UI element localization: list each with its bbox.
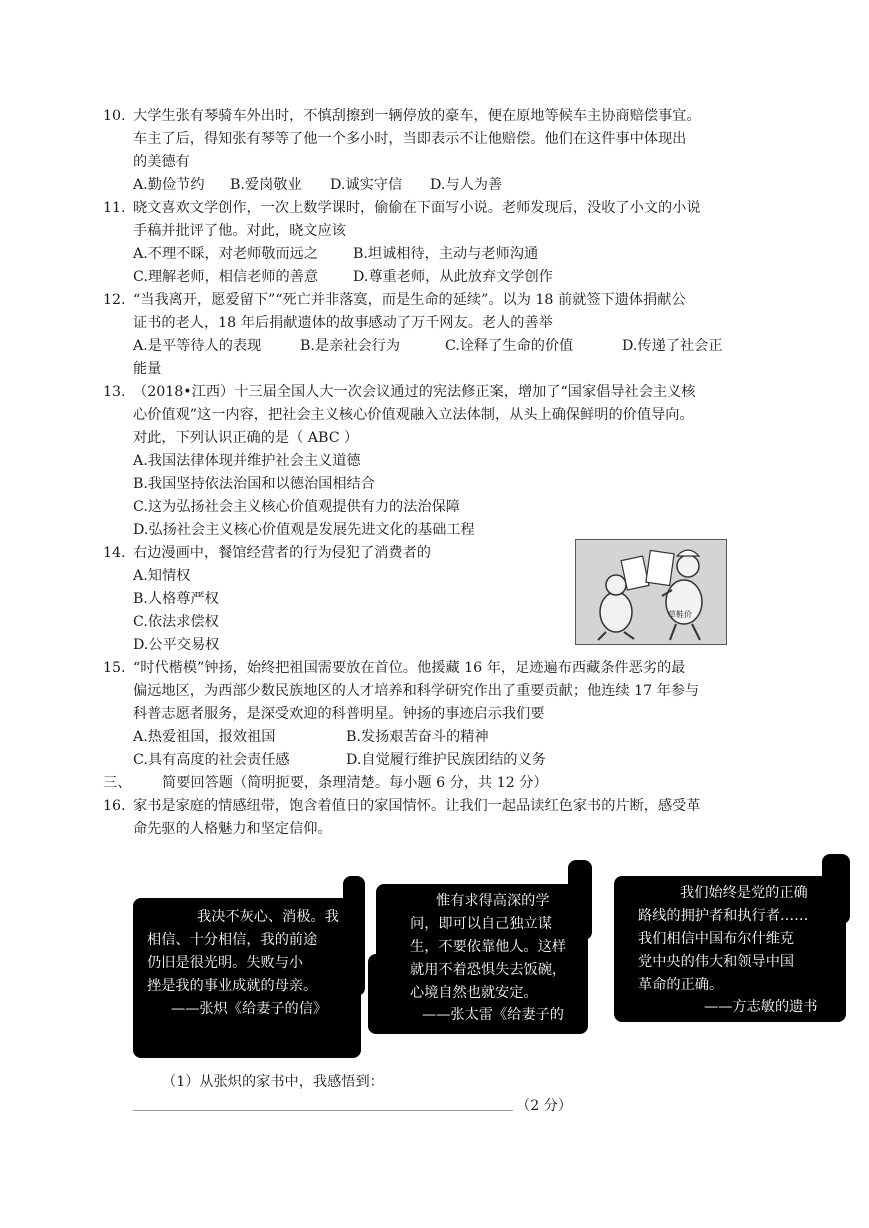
q12-option-b: B.是亲社会行为 bbox=[300, 338, 401, 354]
q13-line-1: （2018•江西）十三届全国人大一次会议通过的宪法修正案，增加了“国家倡导社会主义核 bbox=[133, 384, 696, 400]
q10-option-d: D.与人为善 bbox=[430, 177, 503, 193]
q15-line-2: 偏远地区，为西部少数民族地区的人才培养和科学研究作出了重要贡献；他连续 17 年参与 bbox=[133, 683, 700, 699]
q11-line-1: 晓文喜欢文学创作，一次上数学课时，偷偷在下面写小说。老师发现后，没收了小文的小说 bbox=[133, 200, 701, 216]
letter-2-line-1: 惟有求得高深的学 bbox=[436, 893, 550, 909]
letter-1-line-3: 仍旧是很光明。失败与小 bbox=[147, 955, 304, 971]
letter-1-line-2: 相信、十分相信，我的前途 bbox=[147, 932, 318, 948]
q10-line-2: 车主了后，得知张有琴等了他一个多小时，当即表示不让他赔偿。他们在这件事中体现出 bbox=[133, 131, 687, 147]
q13-line-2: 心价值观”这一内容，把社会主义核心价值观融入立法体制，从头上确保鲜明的价值导向。 bbox=[133, 407, 694, 423]
q15-line-3: 科普志愿者服务，是深受欢迎的科普明星。钟扬的事迹启示我们要 bbox=[133, 706, 545, 722]
q11-number: 11. bbox=[103, 200, 126, 216]
section-title: 简要回答题（简明扼要，条理清楚。每小题 6 分，共 12 分） bbox=[162, 775, 548, 791]
scroll-curl bbox=[822, 854, 850, 924]
letter-1-line-1: 我决不灰心、消极。我 bbox=[197, 909, 339, 925]
q16-number: 16. bbox=[103, 798, 126, 814]
q12-line-2: 证书的老人，18 年后捐献遗体的故事感动了万千网友。老人的善举 bbox=[133, 315, 553, 331]
restaurant-cartoon-image bbox=[575, 539, 727, 645]
cartoon-drawing bbox=[576, 540, 726, 644]
letter-2-line-5: 心境自然也就安定。 bbox=[410, 985, 538, 1001]
letter-3-line-4: 党中央的伟大和领导中国 bbox=[638, 954, 795, 970]
section-number: 三、 bbox=[103, 775, 132, 791]
q16-line-1: 家书是家庭的情感纽带，饱含着值日的家国情怀。让我们一起品读红色家书的片断，感受革 bbox=[133, 798, 701, 814]
q14-option-d: D.公平交易权 bbox=[133, 637, 220, 653]
q13-line-3: 对此，下列认识正确的是（ ABC ） bbox=[133, 430, 359, 446]
scroll-curl bbox=[568, 860, 592, 940]
letter-1-line-4: 挫是我的事业成就的母亲。 bbox=[147, 978, 318, 994]
scroll-curl bbox=[343, 876, 365, 996]
letter-2-line-4: 就用不着恐惧失去饭碗， bbox=[410, 962, 567, 978]
q13-option-c: C.这为弘扬社会主义核心价值观提供有力的法治保障 bbox=[133, 499, 460, 515]
q14-number: 14. bbox=[103, 545, 126, 561]
q16-line-2: 命先驱的人格魅力和坚定信仰。 bbox=[133, 821, 332, 837]
q15-option-c: C.具有高度的社会责任感 bbox=[133, 752, 290, 768]
letter-3-line-1: 我们始终是党的正确 bbox=[680, 885, 808, 901]
q12-option-d-cont: 能量 bbox=[133, 361, 162, 377]
q10-line-1: 大学生张有琴骑车外出时，不慎刮擦到一辆停放的豪车，便在原地等候车主协商赔偿事宜。 bbox=[133, 108, 701, 124]
letter-2-line-3: 生，不要依靠他人。这样 bbox=[410, 939, 567, 955]
q12-option-c: C.诠释了生命的价值 bbox=[445, 338, 574, 354]
q15-option-b: B.发扬艰苦奋斗的精神 bbox=[346, 729, 489, 745]
q15-line-1: “时代楷模”钟扬，始终把祖国需要放在首位。他援藏 16 年，足迹遍布西藏条件恶劣的最 bbox=[133, 660, 686, 676]
q16-sub1-answer-line[interactable] bbox=[133, 1110, 513, 1111]
q11-option-d: D.尊重老师，从此放弃文学创作 bbox=[353, 269, 553, 285]
letter-card-zhangtailei bbox=[376, 884, 588, 1034]
q10-number: 10. bbox=[103, 108, 126, 124]
q13-option-b: B.我国坚持依法治国和以德治国相结合 bbox=[133, 476, 375, 492]
q14-option-c: C.依法求偿权 bbox=[133, 614, 219, 630]
letter-card-fangzhimin bbox=[614, 876, 846, 1022]
q11-option-a: A.不理不睬，对老师敬而远之 bbox=[133, 246, 319, 262]
letter-1-signature: ——张炽《给妻子的信》 bbox=[171, 1001, 328, 1017]
q12-option-a: A.是平等待人的表现 bbox=[133, 338, 262, 354]
q15-option-d: D.自觉履行维护民族团结的义务 bbox=[346, 752, 546, 768]
q10-option-b: B.爱岗敬业 bbox=[230, 177, 302, 193]
letter-2-line-2: 问，即可以自己独立谋 bbox=[410, 916, 552, 932]
letter-2-signature: ——张太雷《给妻子的 bbox=[422, 1007, 564, 1023]
q15-number: 15. bbox=[103, 660, 126, 676]
letter-3-line-3: 我们相信中国布尔什维克 bbox=[638, 931, 795, 947]
q14-option-b: B.人格尊严权 bbox=[133, 591, 219, 607]
q16-sub1-score: （2 分） bbox=[516, 1098, 573, 1114]
q13-option-a: A.我国法律体现并维护社会主义道德 bbox=[133, 453, 361, 469]
q12-number: 12. bbox=[103, 292, 126, 308]
q13-option-d: D.弘扬社会主义核心价值观是发展先进文化的基础工程 bbox=[133, 522, 475, 538]
q11-option-b: B.坦诚相待，主动与老师沟通 bbox=[353, 246, 539, 262]
q15-option-a: A.热爱祖国，报效祖国 bbox=[133, 729, 276, 745]
letter-3-line-2: 路线的拥护者和执行者…… bbox=[638, 908, 809, 924]
scroll-curl bbox=[368, 954, 390, 1034]
cartoon-price-label: 草鞋价 bbox=[668, 610, 692, 619]
q12-option-d: D.传递了社会正 bbox=[622, 338, 723, 354]
q14-option-a: A.知情权 bbox=[133, 568, 191, 584]
q10-option-a: A.勤俭节约 bbox=[133, 177, 205, 193]
q16-sub1-prompt: （1）从张炽的家书中，我感悟到： bbox=[162, 1074, 384, 1090]
q11-option-c: C.理解老师，相信老师的善意 bbox=[133, 269, 319, 285]
q10-option-c: D.诚实守信 bbox=[330, 177, 403, 193]
letter-card-zhangchi bbox=[133, 898, 361, 1058]
letter-3-signature: ——方志敏的遗书 bbox=[704, 999, 818, 1015]
q13-number: 13. bbox=[103, 384, 126, 400]
letter-3-line-5: 革命的正确。 bbox=[638, 977, 724, 993]
q14-line-1: 右边漫画中，餐馆经营者的行为侵犯了消费者的 bbox=[133, 545, 431, 561]
q12-line-1: “当我离开，愿爱留下”“死亡并非落寞，而是生命的延续”。以为 18 前就签下遗体捐献公 bbox=[133, 292, 686, 308]
q11-line-2: 手稿并批评了他。对此，晓文应该 bbox=[133, 223, 346, 239]
q10-line-3: 的美德有 bbox=[133, 154, 190, 170]
